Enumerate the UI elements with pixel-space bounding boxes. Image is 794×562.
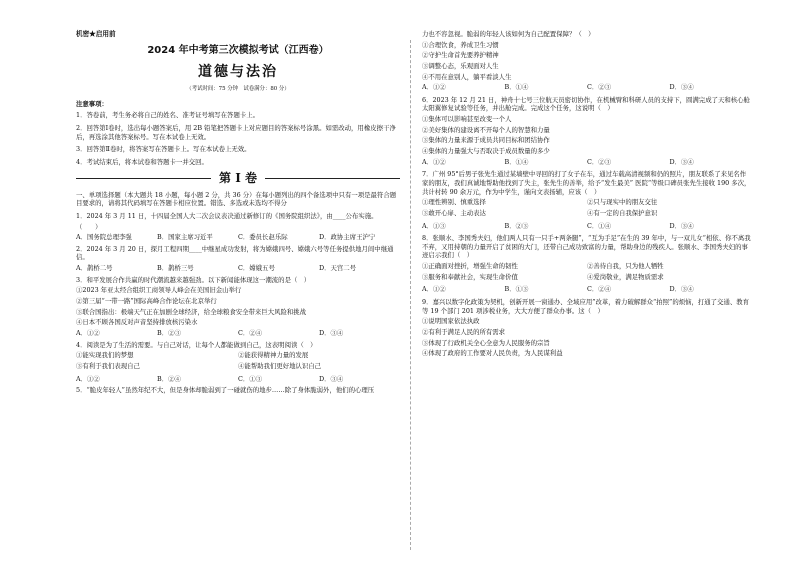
notice-label: 注意事项： — [76, 99, 108, 108]
statement-list — [422, 115, 752, 156]
exam-title: 2024 年中考第三次模拟考试（江西卷） — [147, 44, 329, 56]
question-stem: 6．2023 年 12 月 21 日，神舟十七号三位航天员密切协作，在机械臂和科研人员的支持下，圆满完成了天和核心舱太阳翼修复试验等任务，并出舱完成。完成这个任务，这说明（ ） — [422, 95, 750, 113]
options-row — [76, 375, 400, 384]
option-a: A．国务院总理李强 — [76, 233, 132, 242]
volume-rule-right — [265, 178, 400, 179]
option-b: B．国家主席习近平 — [157, 233, 213, 242]
notice-item: 4．考试结束后，将本试卷和答题卡一并交回。 — [76, 157, 208, 166]
statement-item: ④体现了政府的工作要对人民负责，为人民谋利益 — [422, 349, 563, 358]
option-b: B．②④ — [157, 374, 181, 383]
option-c: C．嫦娥五号 — [238, 264, 275, 273]
option-b: B．②③ — [504, 221, 529, 230]
statement-item: ②美好集体的建设离不开每个人的智慧和力量 — [422, 125, 550, 134]
statement-item: ③体现了行政机关全心全意为人民服务的宗旨 — [422, 338, 550, 347]
question-5-continued — [422, 30, 752, 92]
option-c: C．①④ — [587, 221, 612, 230]
question-4 — [76, 341, 400, 384]
statement-item: ①说明国家依法执政 — [422, 317, 480, 326]
statement-list — [76, 286, 400, 327]
option-b: B．鹊桥三号 — [157, 264, 194, 273]
option-c: C．委员长赵乐际 — [238, 233, 288, 242]
statement-grid — [422, 262, 752, 283]
notice-item: 2．回答第Ⅰ卷时，选出每小题答案后，用 2B 铅笔把答题卡上对应题目的答案标号涂黑。如需改动，用橡皮擦干净后，再选涂其他答案标号。写在本试卷上无效。 — [76, 123, 396, 141]
secret-tag: 机密★启用前 — [76, 30, 116, 38]
option-d: D．③④ — [669, 157, 694, 166]
option-a: A．①② — [422, 157, 446, 166]
option-d: D．③④ — [669, 285, 694, 294]
question-stem: 8．张顺水、李国秀夫妇，他们两人只有一只手+两条腿”，“互为手足”在生的 39 年中，与一双儿女“相依、你不离我不弃，又用持朝的力量开启了贫困的大门，还带自己成功致富的力量，帮助身边的残疾人。张顺水、李国秀夫妇的事迹启示我们（ ） — [422, 234, 751, 260]
exam-meta: （考试时间：75 分钟 试卷满分：80 分） — [186, 86, 290, 93]
statement-item: ④爱岗敬业，满足物质需求 — [587, 272, 664, 281]
question-stem: 3．和平发展合作共赢的时代潮流越来越强劲。以下新闻能体现这一潮流的是（ ） — [76, 275, 311, 284]
options-row — [76, 264, 400, 273]
question-6 — [422, 96, 752, 166]
options-row — [422, 222, 752, 231]
volume-rule-left — [76, 178, 211, 179]
statement-list — [422, 41, 752, 82]
options-row — [76, 329, 400, 338]
question-1 — [76, 212, 400, 242]
option-d: D．天宫二号 — [319, 264, 357, 273]
question-stem: 9．嘉兴以数字化政策为契机，创新开展一窗通办、全域应用”改革，着力破解群众“拍照”的烦恼，打通了交通、教育等 19 个部门 201 项涉税业务，大大方便了群众办事。这（ ） — [422, 298, 750, 315]
statement-item: ③有利于我们表现自己 — [76, 361, 140, 370]
right-column — [422, 30, 752, 362]
option-c: C．①③ — [238, 374, 263, 383]
option-c: C．②④ — [238, 328, 263, 337]
statement-list — [422, 317, 752, 358]
statement-grid — [76, 351, 400, 372]
option-a: A．①② — [422, 83, 446, 92]
option-b: B．①④ — [504, 157, 529, 166]
statement-item: ①正确面对挫折，增强生命的韧性 — [422, 262, 518, 271]
statement-item: ③联合国指出：极端天气正在加剧全球经济，给全球粮食安全带来巨大风险和挑战 — [76, 307, 307, 316]
option-d: D．③④ — [319, 328, 344, 337]
question-stem: 2．2024 年 3 月 20 日，探月工程四期____中继星成功发射，将为嫦娥四号、嫦娥六号等任务提供地月间中继通信。 — [76, 244, 394, 262]
statement-item: ①集体可以影响甚至改变一个人 — [422, 115, 512, 124]
answer-paren: （ ） — [76, 222, 102, 231]
question-7 — [422, 170, 752, 230]
notice-item: 3．回答第Ⅱ卷时，将答案写在答题卡上。写在本试卷上无效。 — [76, 145, 251, 154]
statement-item: ④集体的力量强大与否取决于成员数量的多少 — [422, 147, 550, 156]
option-d: D．③④ — [319, 374, 344, 383]
option-a: A．①③ — [422, 221, 446, 230]
statement-item: ③调整心态，乐观面对人生 — [422, 61, 499, 70]
question-9 — [422, 298, 752, 358]
question-stem-continued: 力也不容忽视。脆弱的年轻人该如何为自己配置保障？（ ） — [422, 30, 595, 38]
statement-item: ①理性辨别、慎重选择 — [422, 198, 486, 207]
question-stem: 5．“脆皮年轻人”虽然年纪不大，但是身体却脆弱到了一碰就伤的地步……除了身体脆弱外，他们的心理压 — [76, 386, 375, 395]
statement-grid — [422, 198, 752, 219]
question-stem: 1．2024 年 3 月 11 日，十四届全国人大二次会议表决通过新修订的《国务院组织法》，由____公布实施。 — [76, 211, 378, 220]
statement-item: ④能帮助我们更好地认识自己 — [238, 361, 322, 370]
subject-title: 道德与法治 — [198, 64, 278, 81]
statement-item: ①能实现我们的梦想 — [76, 351, 134, 360]
notice-block — [76, 100, 400, 167]
option-b: B．②③ — [157, 328, 181, 337]
option-b: B．①③ — [504, 285, 529, 294]
option-a: A．①② — [76, 328, 100, 337]
options-row — [422, 285, 752, 294]
option-b: B．①④ — [504, 83, 529, 92]
statement-item: ②有利于满足人民的所有需求 — [422, 327, 506, 336]
option-a: A．①② — [76, 374, 100, 383]
option-c: C．②③ — [587, 157, 612, 166]
option-c: C．②③ — [587, 83, 612, 92]
option-a: A．鹊桥二号 — [76, 264, 113, 273]
statement-item: ①2023 年亚太经合组织工商领导人峰会在美国旧金山举行 — [76, 286, 242, 295]
statement-item: ④有一定的自我保护意识 — [587, 208, 658, 217]
statement-item: ③集体的力量来源于成员共同目标和团结协作 — [422, 136, 550, 145]
option-d: D．③④ — [669, 83, 694, 92]
statement-item: ③服务和奉献社会，实现生命价值 — [422, 272, 518, 281]
question-2 — [76, 245, 400, 273]
section-intro: 一、单项选择题（本大题共 18 小题，每小题 2 分，共 36 分）在每小题列出的四个备选项中只有一项是最符合题目要求的，请将其代码填写在答题卡相应位置。错选、多选或未选均不得分 — [76, 190, 397, 208]
option-d: D．③④ — [669, 221, 694, 230]
volume-title: 第 Ⅰ 卷 — [219, 171, 257, 186]
statement-item: ①合理饮食，养成卫生习惯 — [422, 40, 499, 49]
notice-item: 1．答卷前，考生务必将自己的姓名、准考证号填写在答题卡上。 — [76, 111, 260, 120]
question-5 — [76, 386, 400, 395]
option-c: C．②④ — [587, 285, 612, 294]
statement-item: ②善待自我，只为他人牺牲 — [587, 262, 664, 271]
option-a: A．①② — [422, 285, 446, 294]
statement-item: ②守护生命首先要养护精神 — [422, 51, 499, 60]
statement-item: ④不用在意别人，躺平看淡人生 — [422, 72, 512, 81]
question-3 — [76, 276, 400, 338]
statement-item: ③敢开心扉、主动表达 — [422, 208, 486, 217]
options-row — [422, 158, 752, 167]
option-d: D．政协主席王沪宁 — [319, 233, 376, 242]
question-stem: 7．广州 95°后男子张先生通过某墙壁中寻回的打了女子在车，通过车载高清视频和仍的照片，朋友联系了来见名作家的朋友，我们真诚地帮助他找到了失主，张先生的善举，给予“发生最美” 医院“等级口碑员张先生接收 190 多次，共计村转 90 余万元，作为中学生，谨向文表扬辅，应该（ ） — [422, 170, 751, 196]
question-stem: 4．阅读是为了生活的需要。与自己对话，让每个人都能做到自己，这表明阅读（ ） — [76, 340, 317, 349]
question-8 — [422, 234, 752, 294]
volume-heading — [76, 170, 400, 186]
statement-item: ②能获得精神力量的发展 — [238, 351, 309, 360]
column-divider — [410, 40, 411, 550]
statement-item: ②第三届“一带一路”国际高峰合作论坛在北京举行 — [76, 297, 217, 306]
options-row — [76, 233, 400, 242]
statement-item: ②只与现实中的朋友交往 — [587, 198, 658, 207]
options-row — [422, 83, 752, 92]
statement-item: ④日本不顾各国反对声音坚持排放核污染水 — [76, 318, 198, 327]
left-column — [76, 30, 400, 398]
